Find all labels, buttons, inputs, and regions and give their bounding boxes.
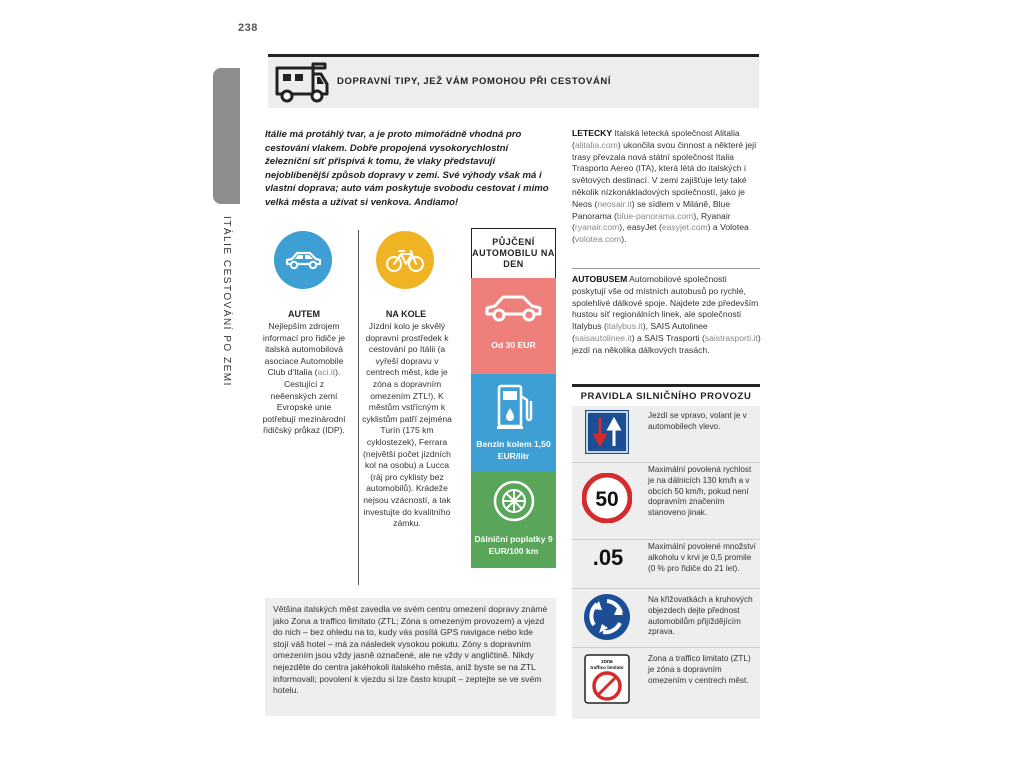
page-number: 238 bbox=[238, 22, 258, 34]
link-sais-autolinee[interactable]: saisautolinee.it bbox=[574, 332, 632, 343]
ztl-info-box: Většina italských měst zavedla ve svém centru omezení dopravy známé jako Zona a traffico limitato (ZTL; Zóna s omezeným provozem) a vjezd do nich – bez ohledu na to, kudy vás posílá GPS navigace nebo kde stojí váš hotel – má za následek vysokou pokutu. Zóny s dopravním omezením jsou vždy jasně označené, ale ne vždy v angličtině. Nikdy nejezděte do centra jakéhokoli italského města, aniž byste se na ZTL informovali; povolení k vjezdu si lze často koupit – zeptejte se ve svém hotelu. bbox=[265, 598, 556, 716]
rule-item bbox=[572, 589, 760, 647]
rule-item bbox=[572, 406, 760, 462]
roundabout-sign-icon bbox=[583, 593, 631, 641]
air-travel-paragraph: LETECKY Italská letecká společnost Alitalia (alitalia.com) ukončila svou činnost a některé její trasy převzala nová státní společnost Italia Trasporto Aereo (ITA), která létá do italských i světových destinací. V zemi zajišťuje lety také několik nízkonákladových společností, jako je Neos (neosair.it) se sídlem v Miláně, Blue Panorama (blue-panorama.com), Ryanair (ryanair.com), easyJet (easyjet.com) a Volotea (volotea.com). bbox=[572, 128, 757, 245]
section-divider bbox=[572, 268, 760, 269]
speed-limit-sign-icon bbox=[582, 473, 632, 523]
car-rental-panel bbox=[471, 228, 556, 568]
rule-item bbox=[572, 540, 760, 588]
fuel-pump-icon bbox=[494, 382, 534, 432]
rule-text: Maximální povolené množství alkoholu v krvi je 0,5 promile (0 % pro řidiče do 21 let). bbox=[648, 542, 756, 573]
ztl-sign-line2: traffico limitato bbox=[590, 665, 624, 670]
link-italybus[interactable]: italybus.it bbox=[606, 321, 643, 332]
link-blue-panorama[interactable]: blue-panorama.com bbox=[616, 210, 694, 221]
rental-price-label: Od 30 EUR bbox=[491, 340, 536, 350]
rental-price-block bbox=[471, 278, 556, 374]
bike-title: NA KOLE bbox=[385, 309, 427, 319]
car-link[interactable]: aci.it bbox=[317, 367, 336, 378]
rule-text: Maximální povolená rychlost je na dálnicích 130 km/h a v obcích 50 km/h, pokud není dopravním značením stanoveno jinak. bbox=[648, 465, 752, 518]
car-icon bbox=[483, 290, 545, 326]
wheel-icon bbox=[492, 479, 536, 523]
bike-text: Jízdní kolo je skvělý dopravní prostředek k cestování po Itálii (a vyřeší dopravu v centrech měst, kde je zóna s dopravním omezením ZTL!). K městům vstřícným k cyklistům patří zejména Turín (175 km cyklostezek), Ferrara (největší počet jízdních kol na osobu) a Lucca (ráj pro cyklisty bez automobilů). Krádeže nejsou vzácností, a tak investujte do kvalitního zámku. bbox=[362, 321, 452, 529]
bike-circle bbox=[376, 231, 434, 289]
link-neos[interactable]: neosair.it bbox=[597, 198, 632, 209]
link-ryanair[interactable]: ryanair.com bbox=[574, 222, 620, 233]
speed-limit-value: 50 bbox=[595, 488, 619, 511]
chapter-label: ITÁLIE CESTOVÁNÍ PO ZEMI bbox=[221, 216, 232, 387]
column-divider bbox=[358, 230, 359, 585]
rental-fuel-label: Benzin kolem 1,50 EUR/litr bbox=[476, 439, 551, 461]
intro-paragraph: Itálie má protáhlý tvar, a je proto mimořádně vhodná pro cestování vlakem. Dobře propojená vysokorychlostní železniční síť přispívá k tomu, že vlaky představují nejoblíbenější způsob dopravy v zemi. Své výhody však má i vlastní doprava; auto vám poskytuje svobodu cestovat i mimo velká města a užívat si venkova. Andiamo! bbox=[265, 129, 549, 208]
priority-road-sign-icon bbox=[585, 410, 629, 454]
alcohol-limit-icon: .05 bbox=[592, 545, 624, 570]
bus-label: AUTOBUSEM bbox=[572, 274, 628, 284]
ztl-sign-icon bbox=[584, 654, 630, 704]
rental-toll-label: Dálniční poplatky 9 EUR/100 km bbox=[474, 534, 553, 556]
car-text: Nejlepším zdrojem informací pro řidiče je italská automobilová asociace Automobile Club d'Italia (aci.it). Cestující z neěenských zemí Evropské unie potřebují mezinárodní řidičský průkaz (IDP). bbox=[262, 321, 346, 436]
link-volotea[interactable]: volotea.com bbox=[574, 234, 622, 245]
bus-travel-paragraph: AUTOBUSEM Automobilové společnosti poskytují vše od místních autobusů po rychlé, spolehlivé dálkové spoje. Najdete zde především hustou síť regionálních linek, ale společnosti Italybus (italybus.it), SAIS Autolinee (saisautolinee.it) a SAIS Trasporti (saistrasporti.it) jezdí na několika dálkových trasách. bbox=[572, 274, 761, 355]
ztl-sign-line1: zona bbox=[601, 659, 613, 665]
link-sais-trasporti[interactable]: saistrasporti.it bbox=[704, 332, 758, 343]
car-title: AUTEM bbox=[288, 309, 320, 319]
camper-van-icon bbox=[273, 60, 329, 104]
header-title: DOPRAVNÍ TIPY, JEŽ VÁM POMOHOU PŘI CESTOVÁNÍ bbox=[337, 76, 612, 87]
bicycle-icon bbox=[385, 247, 425, 273]
air-label: LETECKY bbox=[572, 128, 613, 138]
road-rules-heading: PRAVIDLA SILNIČNÍHO PROVOZU bbox=[572, 384, 760, 406]
rental-toll-block bbox=[471, 471, 556, 568]
rental-heading: PŮJČENÍ AUTOMOBILU NA DEN bbox=[471, 228, 556, 278]
chapter-tab bbox=[213, 68, 240, 204]
car-circle bbox=[274, 231, 332, 289]
rule-item bbox=[572, 463, 760, 539]
link-easyjet[interactable]: easyjet.com bbox=[661, 222, 708, 233]
rental-fuel-block bbox=[471, 374, 556, 471]
link-alitalia[interactable]: alitalia.com bbox=[574, 139, 618, 150]
rule-text: Zona a traffico limitato (ZTL) je zóna s dopravním omezením v centrech měst. bbox=[648, 654, 751, 685]
car-icon bbox=[283, 248, 323, 272]
rule-text: Na křižovatkách a kruhových objezdech dejte přednost automobilům přijíždějícím zprava. bbox=[648, 595, 753, 637]
rule-text: Jezdí se vpravo, volant je v automobilech vlevo. bbox=[648, 411, 747, 431]
rule-item bbox=[572, 648, 760, 708]
